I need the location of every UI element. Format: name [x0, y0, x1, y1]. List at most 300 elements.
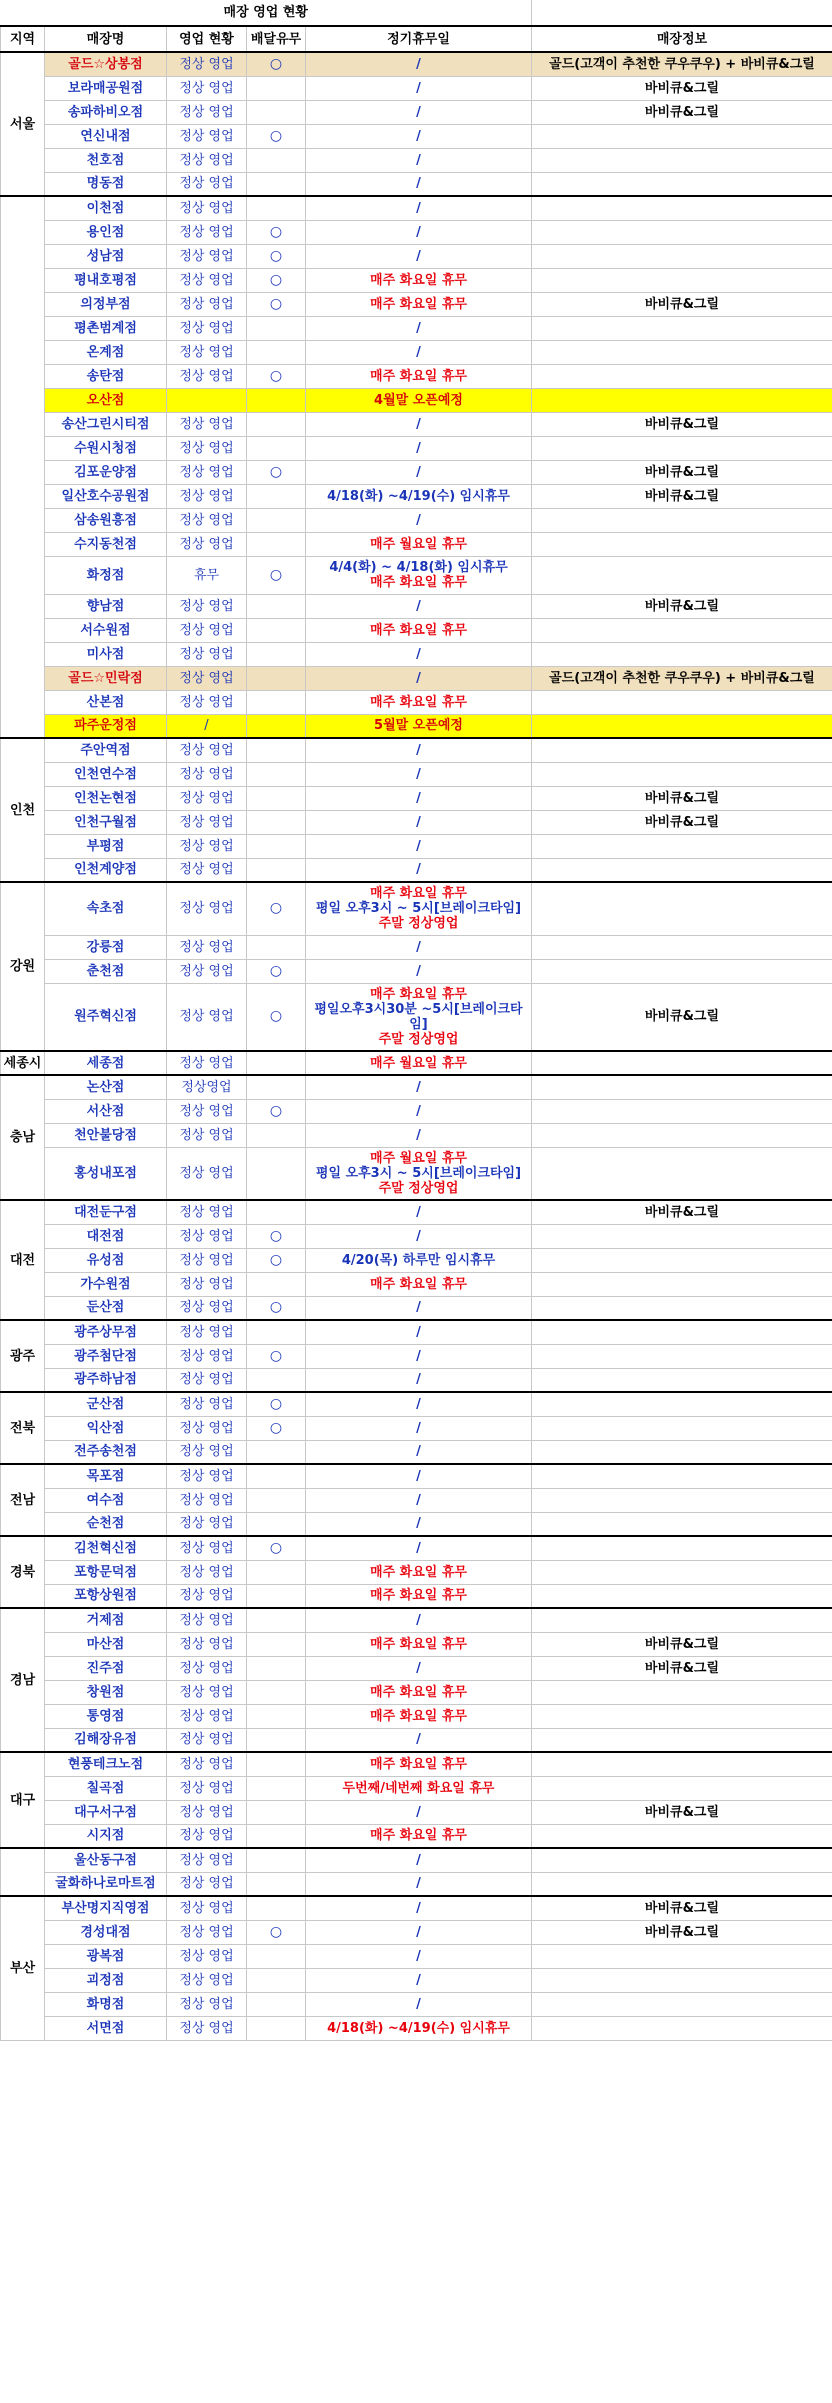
table-row [1, 618, 832, 642]
holiday-cell [306, 983, 532, 1051]
holiday-cell [306, 148, 532, 172]
holiday-line: / [416, 1372, 421, 1388]
holiday-cell [306, 1051, 532, 1075]
holiday-cell [306, 1488, 532, 1512]
store-name: 삼송원흥점 [45, 508, 167, 532]
holiday-line: 매주 화요일 휴무 [370, 368, 467, 384]
store-info [532, 388, 832, 412]
table-row [1, 1344, 832, 1368]
store-info [532, 316, 832, 340]
table-row [1, 244, 832, 268]
table-row [1, 1944, 832, 1968]
holiday-cell [306, 1464, 532, 1488]
status-cell: 정상 영업 [167, 220, 247, 244]
store-name: 괴정점 [45, 1968, 167, 1992]
store-info: 바비큐&그릴 [532, 1800, 832, 1824]
table-row [1, 76, 832, 100]
holiday-cell [306, 1584, 532, 1608]
holiday-line: 매주 화요일 휴무 [370, 1636, 467, 1652]
holiday-line: / [416, 416, 421, 432]
holiday-cell [306, 124, 532, 148]
status-cell: 정상 영업 [167, 1464, 247, 1488]
status-cell: 정상 영업 [167, 268, 247, 292]
status-cell: 정상 영업 [167, 532, 247, 556]
store-name: 광복점 [45, 1944, 167, 1968]
holiday-cell [306, 594, 532, 618]
holiday-cell [306, 882, 532, 935]
holiday-line: / [416, 766, 421, 782]
holiday-cell [306, 1344, 532, 1368]
holiday-line: / [416, 814, 421, 830]
store-info [532, 1344, 832, 1368]
store-name: 순천점 [45, 1512, 167, 1536]
status-cell: 정상 영업 [167, 1872, 247, 1896]
status-cell: 정상 영업 [167, 1920, 247, 1944]
holiday-cell [306, 268, 532, 292]
holiday-cell [306, 532, 532, 556]
store-info: 바비큐&그릴 [532, 1656, 832, 1680]
delivery-cell [247, 148, 306, 172]
store-name: 온계점 [45, 340, 167, 364]
table-row [1, 786, 832, 810]
holiday-cell [306, 1224, 532, 1248]
store-info [532, 1536, 832, 1560]
table-row [1, 172, 832, 196]
status-cell: 정상 영업 [167, 460, 247, 484]
status-cell: 정상 영업 [167, 1728, 247, 1752]
table-row [1, 1728, 832, 1752]
table-row [1, 1099, 832, 1123]
delivery-cell: ○ [247, 364, 306, 388]
store-info [532, 1320, 832, 1344]
table-row [1, 1123, 832, 1147]
holiday-cell [306, 959, 532, 983]
holiday-cell [306, 1147, 532, 1200]
status-cell [167, 388, 247, 412]
table-row [1, 220, 832, 244]
store-info: 바비큐&그릴 [532, 100, 832, 124]
delivery-cell: ○ [247, 959, 306, 983]
region-cell: 강원 [1, 882, 45, 1051]
header-holiday: 정기휴무일 [306, 26, 532, 52]
region-cell: 전북 [1, 1392, 45, 1464]
store-name: 명동점 [45, 172, 167, 196]
status-cell: 정상 영업 [167, 810, 247, 834]
holiday-cell [306, 436, 532, 460]
delivery-cell [247, 340, 306, 364]
store-name: 속초점 [45, 882, 167, 935]
store-name: 골드☆민락점 [45, 666, 167, 690]
holiday-cell [306, 1968, 532, 1992]
holiday-cell [306, 484, 532, 508]
header-store-name: 매장명 [45, 26, 167, 52]
status-cell: 정상 영업 [167, 1051, 247, 1075]
region-cell: 충남 [1, 1075, 45, 1200]
store-info [532, 1272, 832, 1296]
table-row [1, 508, 832, 532]
holiday-line: 매주 화요일 휴무 [370, 1708, 467, 1724]
status-cell: / [167, 714, 247, 738]
status-cell: 정상 영업 [167, 1512, 247, 1536]
holiday-line: / [416, 1540, 421, 1556]
holiday-line: 매주 화요일 휴무 [370, 1276, 467, 1292]
holiday-line: / [416, 646, 421, 662]
delivery-cell [247, 1440, 306, 1464]
region-cell: 광주 [1, 1320, 45, 1392]
delivery-cell [247, 1512, 306, 1536]
table-row [1, 1440, 832, 1464]
table-row [1, 1416, 832, 1440]
holiday-line: / [416, 1324, 421, 1340]
store-info [532, 1680, 832, 1704]
holiday-line: 주말 정상영업 [378, 916, 459, 932]
holiday-cell [306, 1320, 532, 1344]
table-row [1, 858, 832, 882]
store-name: 이천점 [45, 196, 167, 220]
store-name: 광주상무점 [45, 1320, 167, 1344]
table-row [1, 52, 832, 76]
region-cell: 서울 [1, 52, 45, 196]
table-row [1, 935, 832, 959]
holiday-line: 매주 화요일 휴무 [370, 1756, 467, 1772]
table-row [1, 340, 832, 364]
region-cell [1, 1848, 45, 1896]
delivery-cell: ○ [247, 292, 306, 316]
delivery-cell [247, 1728, 306, 1752]
store-info [532, 1776, 832, 1800]
store-info [532, 1824, 832, 1848]
holiday-cell [306, 292, 532, 316]
holiday-cell [306, 1752, 532, 1776]
status-cell: 정상 영업 [167, 1848, 247, 1872]
status-cell: 정상 영업 [167, 594, 247, 618]
store-name: 대구서구점 [45, 1800, 167, 1824]
table-row [1, 1920, 832, 1944]
store-info [532, 1224, 832, 1248]
store-name: 대전점 [45, 1224, 167, 1248]
store-info [532, 690, 832, 714]
holiday-line: 주말 정상영업 [378, 1180, 459, 1196]
status-cell: 정상 영업 [167, 1200, 247, 1224]
holiday-line: 임] [409, 1016, 428, 1032]
status-cell: 정상 영업 [167, 690, 247, 714]
delivery-cell: ○ [247, 1536, 306, 1560]
store-name: 진주점 [45, 1656, 167, 1680]
store-info [532, 1488, 832, 1512]
delivery-cell [247, 1992, 306, 2016]
table-row [1, 460, 832, 484]
holiday-line: 평일오후3시30분 ~5시[브레이크타 [314, 1001, 523, 1017]
delivery-cell [247, 1368, 306, 1392]
table-row [1, 436, 832, 460]
holiday-cell [306, 858, 532, 882]
table-row [1, 690, 832, 714]
store-info: 바비큐&그릴 [532, 1920, 832, 1944]
store-name: 서산점 [45, 1099, 167, 1123]
region-cell: 인천 [1, 738, 45, 882]
status-cell: 정상 영업 [167, 1272, 247, 1296]
delivery-cell: ○ [247, 460, 306, 484]
delivery-cell [247, 388, 306, 412]
delivery-cell [247, 172, 306, 196]
status-cell: 정상 영업 [167, 244, 247, 268]
holiday-cell [306, 100, 532, 124]
holiday-line: / [416, 1444, 421, 1460]
holiday-line: 평일 오후3시 ~ 5시[브레이크타임] [315, 901, 522, 917]
holiday-line: 매주 화요일 휴무 [370, 575, 467, 590]
delivery-cell [247, 1200, 306, 1224]
holiday-cell [306, 1248, 532, 1272]
store-info: 바비큐&그릴 [532, 460, 832, 484]
holiday-line: 4/4(화) ~ 4/18(화) 임시휴무 [329, 560, 508, 575]
header-status: 영업 현황 [167, 26, 247, 52]
store-info: 바비큐&그릴 [532, 1200, 832, 1224]
table-row [1, 1872, 832, 1896]
holiday-line: / [416, 1804, 421, 1820]
store-name: 부평점 [45, 834, 167, 858]
delivery-cell: ○ [247, 882, 306, 935]
store-info: 바비큐&그릴 [532, 594, 832, 618]
holiday-cell [306, 52, 532, 76]
holiday-line: / [416, 1900, 421, 1916]
store-info [532, 959, 832, 983]
table-row [1, 1584, 832, 1608]
status-cell: 정상 영업 [167, 642, 247, 666]
store-info: 골드(고객이 추천한 쿠우쿠우) + 바비큐&그릴 [532, 666, 832, 690]
status-cell: 정상 영업 [167, 1392, 247, 1416]
holiday-line: / [416, 464, 421, 480]
holiday-line: / [416, 224, 421, 240]
holiday-line: / [416, 1492, 421, 1508]
holiday-cell [306, 1920, 532, 1944]
holiday-line: / [416, 742, 421, 758]
store-name: 서수원점 [45, 618, 167, 642]
holiday-line: / [416, 1948, 421, 1964]
store-info [532, 1944, 832, 1968]
store-info: 바비큐&그릴 [532, 1632, 832, 1656]
table-row [1, 642, 832, 666]
holiday-line: / [416, 862, 421, 878]
store-name: 송탄점 [45, 364, 167, 388]
holiday-cell [306, 508, 532, 532]
status-cell: 정상 영업 [167, 100, 247, 124]
delivery-cell [247, 935, 306, 959]
store-info [532, 1848, 832, 1872]
holiday-cell [306, 1608, 532, 1632]
holiday-cell [306, 1848, 532, 1872]
delivery-cell [247, 1872, 306, 1896]
delivery-cell [247, 1464, 306, 1488]
store-info [532, 642, 832, 666]
delivery-cell [247, 484, 306, 508]
table-row [1, 268, 832, 292]
delivery-cell [247, 1848, 306, 1872]
status-cell: 정상 영업 [167, 1800, 247, 1824]
store-name: 일산호수공원점 [45, 484, 167, 508]
status-cell: 정상 영업 [167, 2016, 247, 2040]
holiday-cell [306, 244, 532, 268]
status-cell: 정상 영업 [167, 316, 247, 340]
store-info [532, 172, 832, 196]
store-info [532, 762, 832, 786]
status-cell: 정상 영업 [167, 666, 247, 690]
store-name: 군산점 [45, 1392, 167, 1416]
status-cell: 정상 영업 [167, 1632, 247, 1656]
store-name: 시지점 [45, 1824, 167, 1848]
status-cell: 정상 영업 [167, 412, 247, 436]
delivery-cell [247, 1896, 306, 1920]
status-cell: 정상 영업 [167, 340, 247, 364]
store-name: 주안역점 [45, 738, 167, 762]
status-cell: 정상 영업 [167, 1320, 247, 1344]
store-name: 평촌범계점 [45, 316, 167, 340]
holiday-cell [306, 690, 532, 714]
holiday-cell [306, 1944, 532, 1968]
table-row [1, 1800, 832, 1824]
store-name: 광주첨단점 [45, 1344, 167, 1368]
store-name: 목포점 [45, 1464, 167, 1488]
delivery-cell [247, 666, 306, 690]
status-cell: 정상 영업 [167, 1608, 247, 1632]
region-cell [1, 196, 45, 738]
table-row [1, 1051, 832, 1075]
store-info [532, 1123, 832, 1147]
holiday-line: / [416, 1348, 421, 1364]
delivery-cell [247, 834, 306, 858]
holiday-line: / [416, 1103, 421, 1119]
holiday-line: / [416, 200, 421, 216]
delivery-cell [247, 1488, 306, 1512]
delivery-cell [247, 1944, 306, 1968]
delivery-cell [247, 436, 306, 460]
status-cell: 휴무 [167, 556, 247, 594]
store-info [532, 1608, 832, 1632]
store-info [532, 148, 832, 172]
store-info [532, 2016, 832, 2040]
status-cell: 정상 영업 [167, 1488, 247, 1512]
status-cell: 정상 영업 [167, 1752, 247, 1776]
delivery-cell [247, 1968, 306, 1992]
holiday-cell [306, 1099, 532, 1123]
store-name: 김천혁신점 [45, 1536, 167, 1560]
store-info [532, 508, 832, 532]
store-name: 송산그린시티점 [45, 412, 167, 436]
store-info [532, 1728, 832, 1752]
holiday-cell [306, 762, 532, 786]
store-info [532, 556, 832, 594]
status-cell: 정상 영업 [167, 1123, 247, 1147]
store-name: 현풍테크노점 [45, 1752, 167, 1776]
store-info [532, 1392, 832, 1416]
store-name: 송파하비오점 [45, 100, 167, 124]
delivery-cell [247, 532, 306, 556]
store-info [532, 618, 832, 642]
table-row [1, 2016, 832, 2040]
holiday-cell [306, 1872, 532, 1896]
table-row [1, 1560, 832, 1584]
status-cell: 정상 영업 [167, 1416, 247, 1440]
holiday-cell [306, 1440, 532, 1464]
delivery-cell [247, 1800, 306, 1824]
table-row [1, 810, 832, 834]
delivery-cell [247, 1051, 306, 1075]
table-row [1, 762, 832, 786]
store-name: 경성대점 [45, 1920, 167, 1944]
holiday-cell [306, 172, 532, 196]
store-info [532, 1075, 832, 1099]
store-name: 서면점 [45, 2016, 167, 2040]
delivery-cell [247, 1075, 306, 1099]
store-name: 오산점 [45, 388, 167, 412]
delivery-cell [247, 1824, 306, 1848]
delivery-cell [247, 714, 306, 738]
table-row [1, 1272, 832, 1296]
table-row [1, 1992, 832, 2016]
store-name: 울산동구점 [45, 1848, 167, 1872]
delivery-cell [247, 196, 306, 220]
table-row [1, 364, 832, 388]
store-info [532, 196, 832, 220]
holiday-line: 매주 월요일 휴무 [370, 536, 467, 552]
delivery-cell [247, 76, 306, 100]
holiday-line: / [416, 1876, 421, 1892]
holiday-cell [306, 76, 532, 100]
holiday-cell [306, 2016, 532, 2040]
region-cell: 부산 [1, 1896, 45, 2040]
holiday-line: / [416, 1516, 421, 1532]
holiday-line: 매주 화요일 휴무 [370, 886, 467, 902]
delivery-cell: ○ [247, 1344, 306, 1368]
status-cell: 정상 영업 [167, 1296, 247, 1320]
store-info [532, 882, 832, 935]
store-info [532, 1296, 832, 1320]
holiday-line: / [416, 1420, 421, 1436]
header-delivery: 배달유무 [247, 26, 306, 52]
holiday-cell [306, 642, 532, 666]
store-name: 인천논현점 [45, 786, 167, 810]
status-cell: 정상 영업 [167, 738, 247, 762]
holiday-cell [306, 556, 532, 594]
status-cell: 정상 영업 [167, 1992, 247, 2016]
holiday-cell [306, 1656, 532, 1680]
holiday-line: / [416, 1972, 421, 1988]
holiday-line: / [416, 1300, 421, 1316]
region-cell: 경북 [1, 1536, 45, 1608]
holiday-cell [306, 810, 532, 834]
holiday-cell [306, 1123, 532, 1147]
store-name: 유성점 [45, 1248, 167, 1272]
holiday-line: 4/18(화) ~4/19(수) 임시휴무 [327, 488, 510, 504]
holiday-line: 매주 월요일 휴무 [370, 1150, 467, 1166]
store-name: 천호점 [45, 148, 167, 172]
store-name: 굴화하나로마트점 [45, 1872, 167, 1896]
delivery-cell [247, 1608, 306, 1632]
holiday-cell [306, 316, 532, 340]
table-row [1, 100, 832, 124]
table-row [1, 1632, 832, 1656]
store-name: 통영점 [45, 1704, 167, 1728]
holiday-line: / [416, 56, 421, 72]
holiday-cell [306, 834, 532, 858]
status-cell: 정상 영업 [167, 786, 247, 810]
store-name: 세종점 [45, 1051, 167, 1075]
status-cell: 정상 영업 [167, 834, 247, 858]
store-info [532, 1248, 832, 1272]
table-row [1, 1656, 832, 1680]
holiday-cell [306, 1392, 532, 1416]
store-name: 연신내점 [45, 124, 167, 148]
holiday-line: 4/20(목) 하루만 임시휴무 [341, 1252, 496, 1268]
